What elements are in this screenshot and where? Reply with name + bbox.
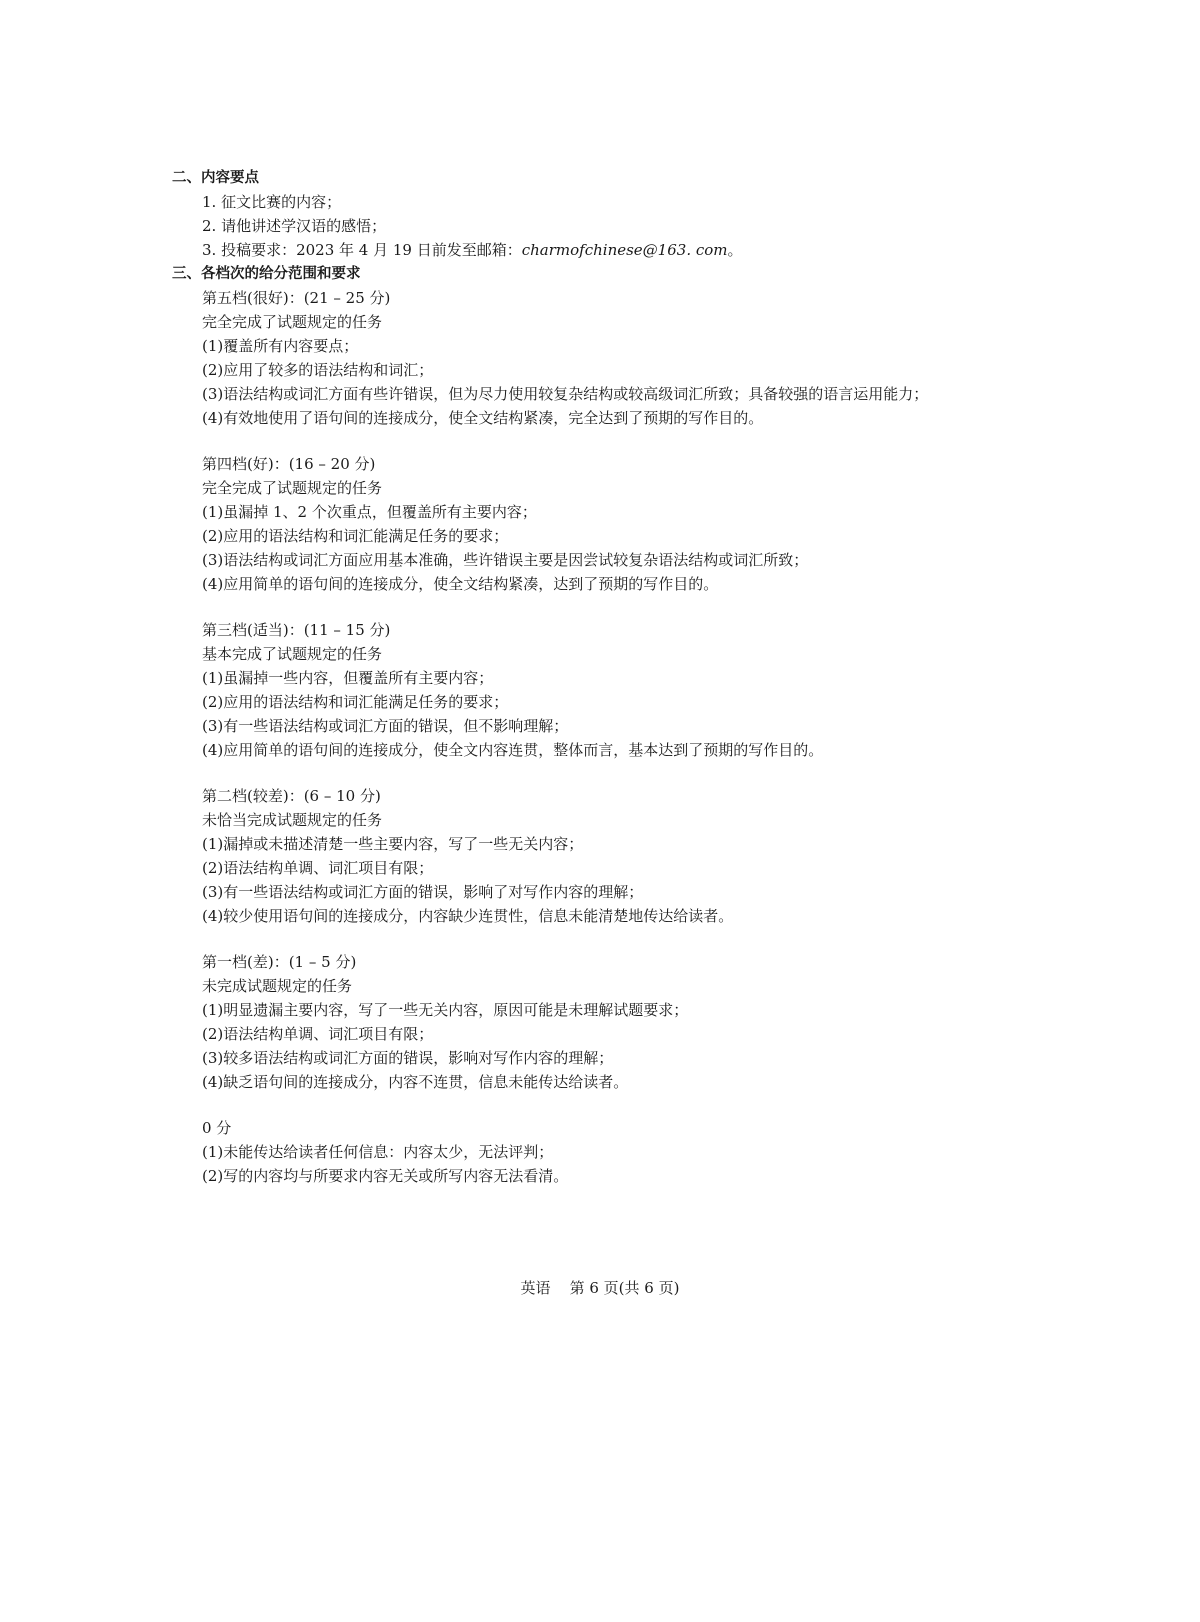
grade-1-item-3: (3)较多语法结构或词汇方面的错误，影响对写作内容的理解； [202, 1049, 614, 1067]
grade-1-item-4: (4)缺乏语句间的连接成分，内容不连贯，信息未能传达给读者。 [202, 1073, 629, 1091]
content-point-3-text: 3. 投稿要求：2023 年 4 月 19 日前发至邮箱： [202, 241, 522, 259]
section-heading-content-points: 二、内容要点 [172, 170, 259, 186]
grade-2-item-2: (2)语法结构单调、词汇项目有限； [202, 859, 434, 877]
content-point-2: 2. 请他讲述学汉语的感悟； [202, 217, 387, 235]
grade-5-item-1: (1)覆盖所有内容要点； [202, 337, 359, 355]
grade-5-summary: 完全完成了试题规定的任务 [202, 313, 383, 331]
content-point-3 [172, 238, 1132, 262]
content-point-1: 1. 征文比赛的内容； [202, 193, 342, 211]
grade-4-item-1: (1)虽漏掉 1、2 个次重点，但覆盖所有主要内容； [202, 503, 537, 521]
grade-3-item-3: (3)有一些语法结构或词汇方面的错误，但不影响理解； [202, 717, 569, 735]
spacer [172, 430, 1132, 452]
grade-5-item-3: (3)语法结构或词汇方面有些许错误，但为尽力使用较复杂结构或较高级词汇所致；具备较强的语言运用能力； [202, 385, 929, 403]
spacer [172, 596, 1132, 618]
grade-3-summary: 基本完成了试题规定的任务 [202, 645, 383, 663]
grade-0-item-1: (1)未能传达给读者任何信息：内容太少，无法评判； [202, 1143, 554, 1161]
grade-5-item-2: (2)应用了较多的语法结构和词汇； [202, 361, 434, 379]
grade-2-item-3: (3)有一些语法结构或词汇方面的错误，影响了对写作内容的理解； [202, 883, 644, 901]
spacer [172, 928, 1132, 950]
grade-1-summary: 未完成试题规定的任务 [202, 977, 353, 995]
page-content [172, 166, 1132, 1188]
grade-1-item-2: (2)语法结构单调、词汇项目有限； [202, 1025, 434, 1043]
grade-5-item-4: (4)有效地使用了语句间的连接成分，使全文结构紧凑，完全达到了预期的写作目的。 [202, 409, 764, 427]
grade-4-item-4: (4)应用简单的语句间的连接成分，使全文结构紧凑，达到了预期的写作目的。 [202, 575, 719, 593]
grade-3-title: 第三档(适当)：(11 – 15 分) [202, 621, 391, 639]
grade-3-item-4: (4)应用简单的语句间的连接成分，使全文内容连贯，整体而言，基本达到了预期的写作目的。 [202, 741, 824, 759]
content-point-3-end: 。 [727, 241, 743, 259]
grade-1-title: 第一档(差)：(1 – 5 分) [202, 953, 357, 971]
grade-0-item-2: (2)写的内容均与所要求内容无关或所写内容无法看清。 [202, 1167, 569, 1185]
grade-3-item-1: (1)虽漏掉一些内容，但覆盖所有主要内容； [202, 669, 494, 687]
grade-3-item-2: (2)应用的语法结构和词汇能满足任务的要求； [202, 693, 509, 711]
grade-4-summary: 完全完成了试题规定的任务 [202, 479, 383, 497]
grade-2-summary: 未恰当完成试题规定的任务 [202, 811, 383, 829]
grade-5-title: 第五档(很好)：(21 – 25 分) [202, 289, 391, 307]
section-heading-grading: 三、各档次的给分范围和要求 [172, 266, 361, 282]
grade-2-title: 第二档(较差)：(6 – 10 分) [202, 787, 381, 805]
grade-2-item-4: (4)较少使用语句间的连接成分，内容缺少连贯性，信息未能清楚地传达给读者。 [202, 907, 734, 925]
spacer [172, 1094, 1132, 1116]
spacer [172, 762, 1132, 784]
grade-2-item-1: (1)漏掉或未描述清楚一些主要内容，写了一些无关内容； [202, 835, 584, 853]
grade-0-title: 0 分 [202, 1119, 232, 1137]
page-footer: 英语 第 6 页(共 6 页) [520, 1279, 680, 1297]
grade-4-item-2: (2)应用的语法结构和词汇能满足任务的要求； [202, 527, 509, 545]
submission-email: charmofchinese@163. com [521, 241, 728, 259]
grade-1-item-1: (1)明显遗漏主要内容，写了一些无关内容，原因可能是未理解试题要求； [202, 1001, 689, 1019]
grade-4-item-3: (3)语法结构或词汇方面应用基本准确，些许错误主要是因尝试较复杂语法结构或词汇所致； [202, 551, 809, 569]
grade-4-title: 第四档(好)：(16 – 20 分) [202, 455, 376, 473]
